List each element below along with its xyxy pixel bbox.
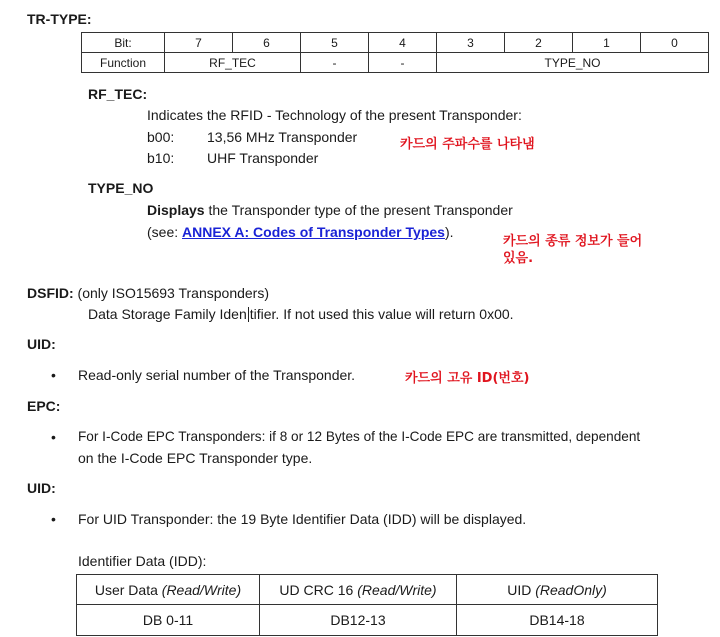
bit-row xyxy=(82,33,709,53)
bit-4: 4 xyxy=(369,33,437,53)
type-no-description-bold: Displays xyxy=(147,202,205,218)
epc-bullet-dot: • xyxy=(51,429,56,445)
type-no-annotation-line2: 있음. xyxy=(503,251,534,266)
function-type-no: TYPE_NO xyxy=(437,53,709,73)
see-suffix: ). xyxy=(444,224,454,240)
uid-transponder-heading: UID: xyxy=(27,480,56,496)
uid-annotation: 카드의 고유 ID(번호) xyxy=(405,371,530,386)
dsfid-description xyxy=(88,306,514,322)
idd-col-uid-mode: (ReadOnly) xyxy=(535,581,607,598)
function-row xyxy=(82,53,709,73)
dsfid-description-part1: Data Storage Family Iden xyxy=(88,306,247,322)
dsfid-heading: DSFID: xyxy=(27,285,74,301)
bit-6: 6 xyxy=(233,33,301,53)
bit-3: 3 xyxy=(437,33,505,53)
idd-col-uid xyxy=(457,575,658,605)
epc-bullet-line2: on the I-Code EPC Transponder type. xyxy=(78,450,313,466)
idd-col-user-data-name: User Data xyxy=(94,581,162,598)
function-bit4: - xyxy=(369,53,437,73)
idd-header-row xyxy=(77,575,658,605)
rf-tec-description: Indicates the RFID - Technology of the present Transponder: xyxy=(147,107,522,123)
type-no-description xyxy=(147,202,513,218)
type-no-heading: TYPE_NO xyxy=(88,180,154,196)
dsfid-qualifier: (only ISO15693 Transponders) xyxy=(73,285,270,301)
idd-value-row xyxy=(77,605,658,636)
function-row-label: Function xyxy=(82,53,165,73)
bit-5: 5 xyxy=(301,33,369,53)
idd-value-user-data: DB 0-11 xyxy=(77,605,260,636)
annex-a-link[interactable]: ANNEX A: Codes of Transponder Types xyxy=(182,224,445,240)
uid-bullet-dot: • xyxy=(51,367,56,383)
tr-type-bit-table xyxy=(81,32,709,73)
function-bit5: - xyxy=(301,53,369,73)
rf-tec-code-b10: b10: xyxy=(147,150,175,166)
idd-col-user-data xyxy=(77,575,260,605)
rf-tec-annotation: 카드의 주파수를 나타냄 xyxy=(400,137,535,152)
epc-bullet-line1: For I-Code EPC Transponders: if 8 or 12 Bytes of the I-Code EPC are transmitted, dependent xyxy=(78,429,641,444)
bit-1: 1 xyxy=(573,33,641,53)
dsfid-description-part2: tifier. If not used this value will return 0x00. xyxy=(249,306,514,322)
idd-table xyxy=(76,574,658,636)
uid-transponder-bullet-text: For UID Transponder: the 19 Byte Identifier Data (IDD) will be displayed. xyxy=(78,511,527,527)
idd-value-uid: DB14-18 xyxy=(457,605,658,636)
idd-value-ud-crc: DB12-13 xyxy=(260,605,457,636)
uid-transponder-bullet-dot: • xyxy=(51,511,56,527)
idd-col-uid-name: UID xyxy=(507,581,536,598)
rf-tec-code-b00: b00: xyxy=(147,129,175,145)
idd-col-ud-crc xyxy=(260,575,457,605)
function-rf-tec: RF_TEC xyxy=(165,53,301,73)
rf-tec-heading: RF_TEC: xyxy=(88,86,148,102)
idd-col-user-data-mode: (Read/Write) xyxy=(161,581,242,598)
type-no-description-rest: the Transponder type of the present Transponder xyxy=(204,202,513,218)
bit-7: 7 xyxy=(165,33,233,53)
idd-col-ud-crc-mode: (Read/Write) xyxy=(357,581,437,598)
dsfid-line xyxy=(27,285,269,301)
rf-tec-value-b10: UHF Transponder xyxy=(207,150,319,166)
idd-caption: Identifier Data (IDD): xyxy=(78,553,207,569)
see-prefix: (see: xyxy=(147,224,183,240)
bit-row-label: Bit: xyxy=(82,33,165,53)
uid-bullet-text: Read-only serial number of the Transponder. xyxy=(78,367,356,383)
text-cursor xyxy=(248,307,249,322)
rf-tec-value-b00: 13,56 MHz Transponder xyxy=(207,129,358,145)
type-no-see-line xyxy=(147,224,454,240)
idd-col-ud-crc-name: UD CRC 16 xyxy=(279,581,358,598)
uid-heading: UID: xyxy=(27,336,56,352)
bit-2: 2 xyxy=(505,33,573,53)
tr-type-heading: TR-TYPE: xyxy=(27,11,92,27)
bit-0: 0 xyxy=(641,33,709,53)
type-no-annotation-line1: 카드의 종류 정보가 들어 xyxy=(503,234,643,249)
epc-heading: EPC: xyxy=(27,398,61,414)
